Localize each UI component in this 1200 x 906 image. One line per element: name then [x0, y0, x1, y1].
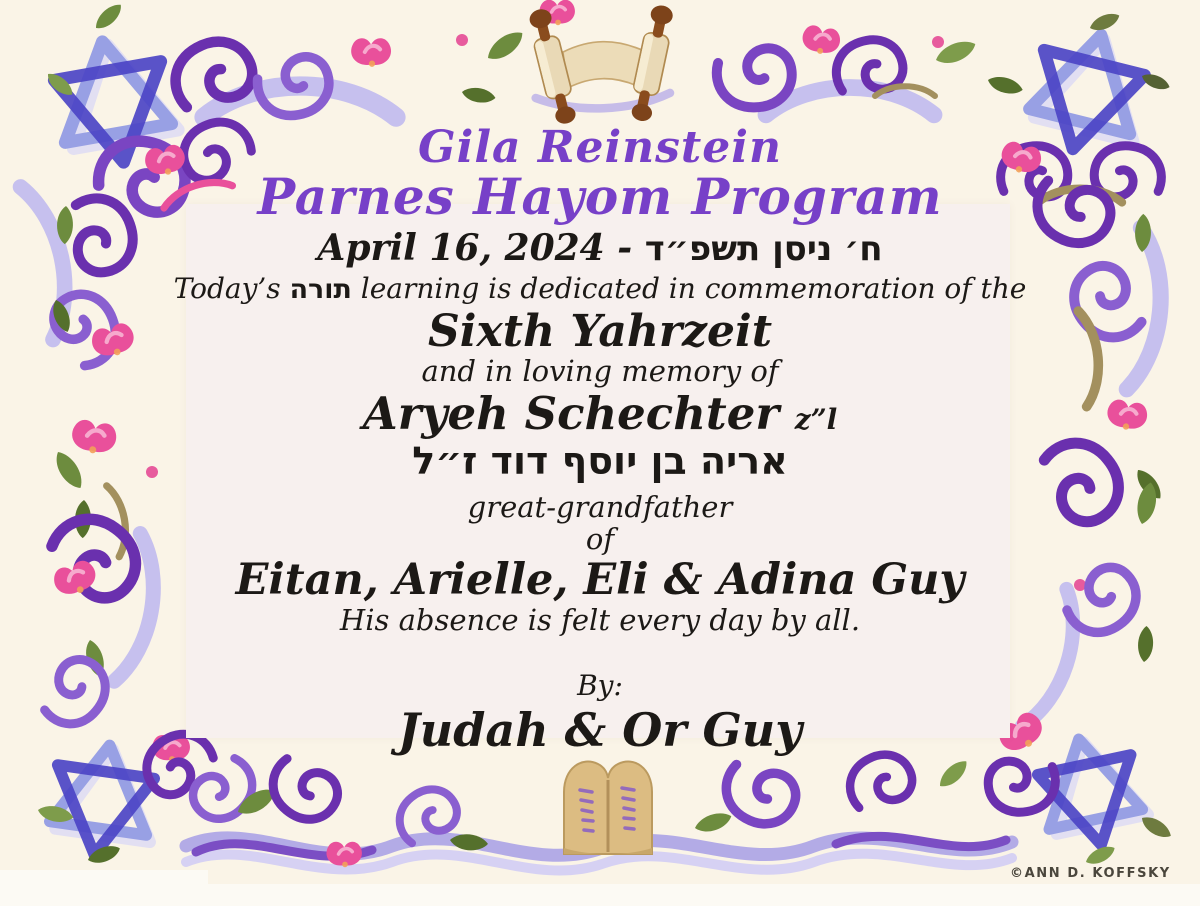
- occasion: Sixth Yahrzeit: [427, 305, 773, 357]
- artist-credit: ©ANN D. KOFFSKY: [1010, 866, 1171, 881]
- zl-abbreviation: z”l: [794, 402, 838, 436]
- date-line: [0, 227, 1200, 269]
- honoree-name: Aryeh Schechter z”l: [362, 386, 838, 440]
- by-label: By:: [577, 668, 623, 702]
- tribute-line: His absence is felt every day by all.: [339, 602, 861, 637]
- program-holder-name: Gila Reinstein: [418, 122, 782, 173]
- scan-edge: [0, 870, 208, 906]
- sponsor-names: Judah & Or Guy: [398, 702, 802, 757]
- honoree-hebrew-name: אריה בן יוסף דוד ז״ל: [412, 438, 788, 483]
- torah-word: תורה: [289, 274, 352, 305]
- family-names: Eitan, Arielle, Eli & Adina Guy: [235, 554, 965, 605]
- date-english: April 16, 2024 -: [317, 227, 633, 269]
- ten-commandments-tablets-icon: [564, 762, 652, 854]
- program-title: Parnes Hayom Program: [257, 167, 943, 226]
- of-word: of: [585, 521, 615, 556]
- certificate-text: [0, 122, 1200, 757]
- torah-scroll-icon: [526, 3, 676, 126]
- memory-line: and in loving memory of: [421, 353, 779, 388]
- relationship-line: great-grandfather: [467, 489, 733, 524]
- dedication-line: Today’s תורה learning is dedicated in commemoration of the: [173, 272, 1027, 305]
- date-hebrew: ח׳ ניסן תשפ״ד: [644, 229, 883, 269]
